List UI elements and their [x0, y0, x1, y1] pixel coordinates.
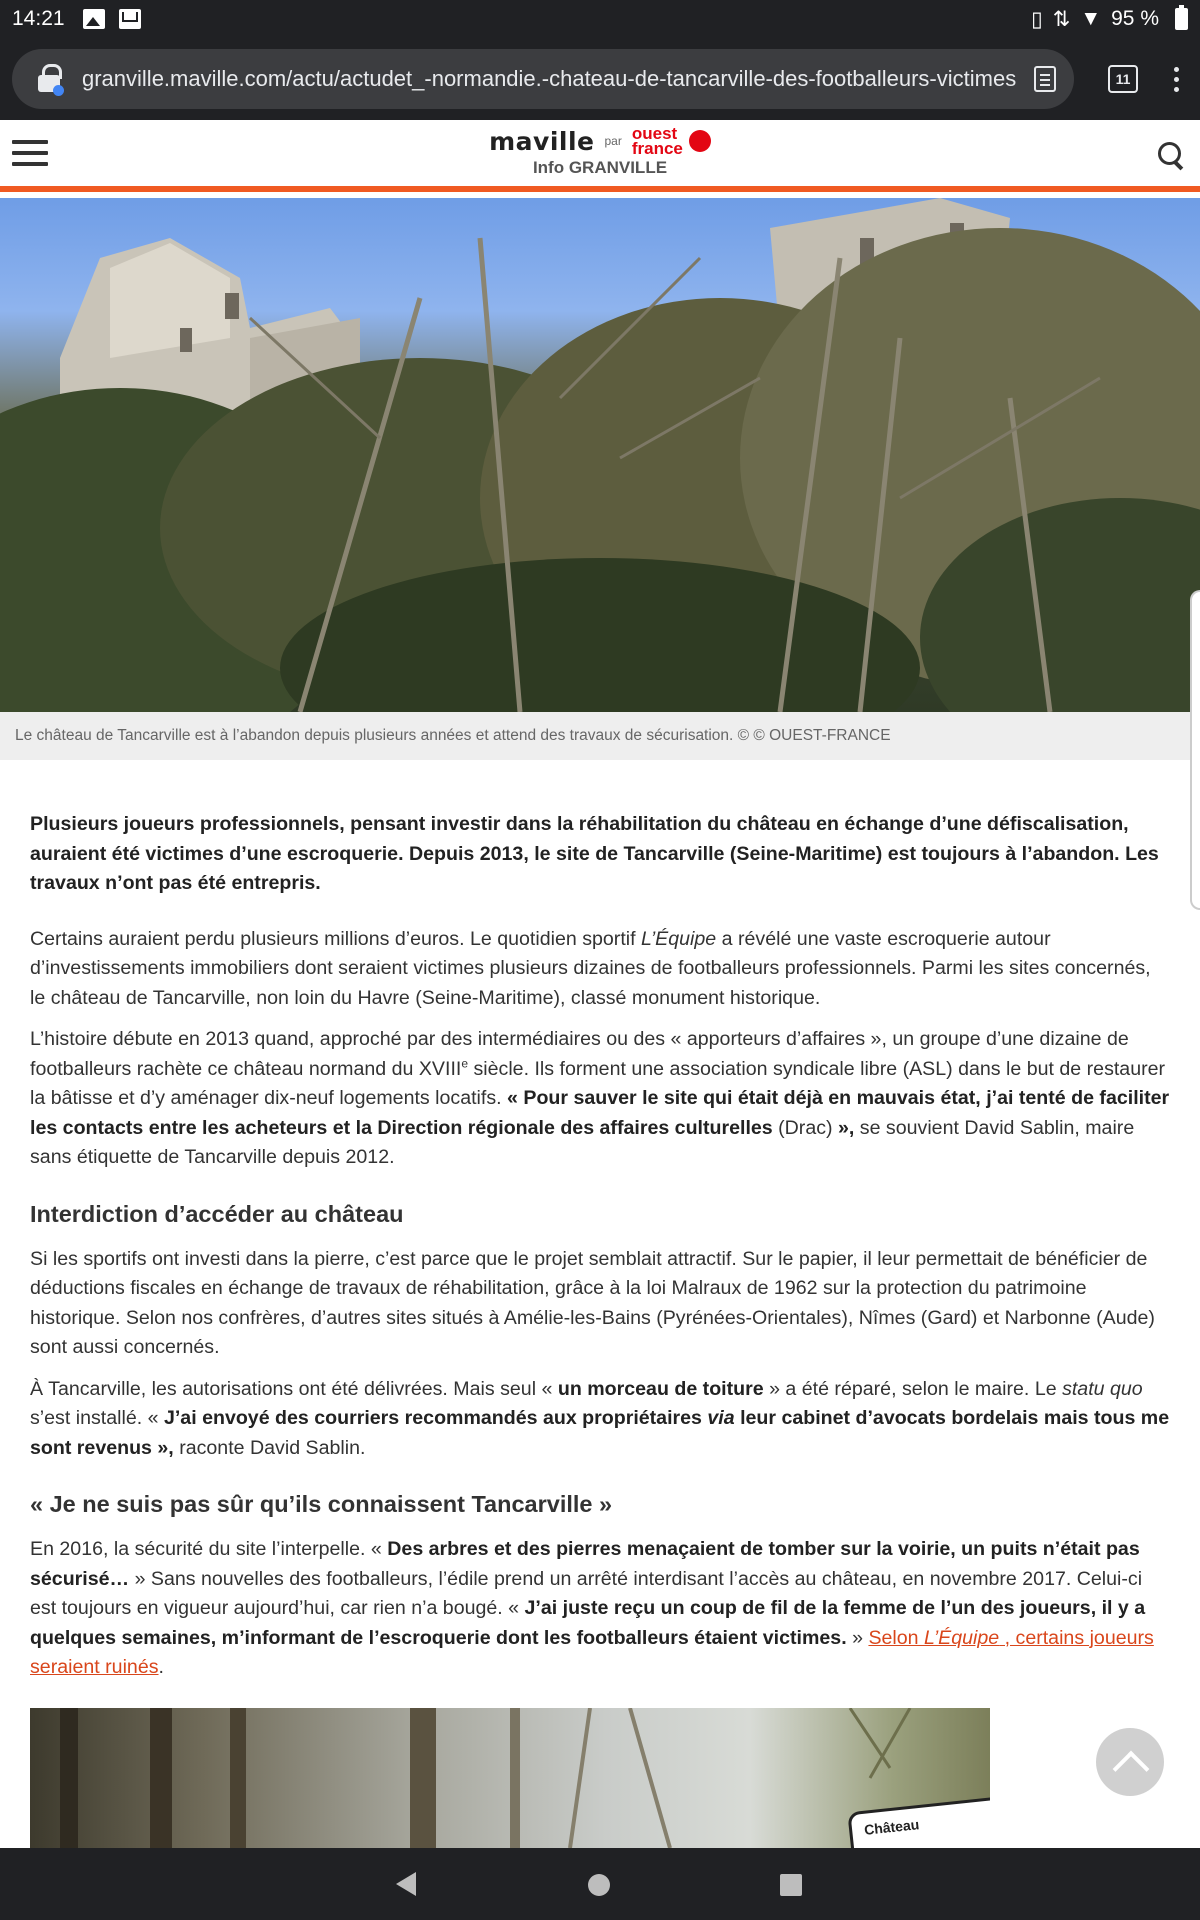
paragraph-2: L’histoire débute en 2013 quand, approché par des intermédiaires ou des « apporteurs d’affaires », un groupe d’une dizaine de footballeurs rachète ce château normand du XVIIIe siècle. Ils forment une association syndicale libre (ASL) dans le but de restaurer la bâtisse et d’y aménager dix-neuf logements locatifs. « Pour sauver le site qui était déjà en mauvais état, j’ai tenté de faciliter les contacts entre les acheteurs et la Direction régionale des affaires culturelles (Drac) », se souvient David Sablin, maire sans étiquette de Tancarville depuis 2012.: [30, 1028, 1170, 1168]
lock-icon[interactable]: [38, 68, 60, 90]
paragraph-5: En 2016, la sécurité du site l’interpelle. « Des arbres et des pierres menaçaient de tomber sur la voirie, un puits n’était pas sécurisé… » Sans nouvelles des footballeurs, l’édile prend un arrêté interdisant l’accès au château, en novembre 2017. Celui-ci est toujours en vigueur aujourd’hui, car rien n’a bougé. « J’ai juste reçu un coup de fil de la femme de l’un des joueurs, il y a quelques semaines, m’informant de l’escroquerie dont les footballeurs étaient victimes. » Selon L’Équipe , certains joueurs seraient ruinés.: [30, 1538, 1154, 1678]
browser-toolbar: [0, 38, 1200, 120]
subheading-1: Interdiction d’accéder au château: [30, 1200, 404, 1227]
data-arrows-icon: ⇅: [1052, 7, 1071, 31]
logo-par: par: [604, 134, 622, 148]
article-lead: Plusieurs joueurs professionnels, pensant investir dans la réhabilitation du château en échange d’une défiscalisation, auraient été victimes d’une escroquerie. Depuis 2013, le site de Tancarville (Seine-Maritime) est toujours à l’abandon. Les travaux n’ont pas été entrepris.: [30, 813, 1159, 894]
edition-label: Info GRANVILLE: [532, 158, 668, 177]
reader-mode-icon[interactable]: [1034, 66, 1056, 92]
battery-icon: [1175, 8, 1188, 30]
address-bar[interactable]: [12, 49, 1074, 109]
ouest-france-logo: ouest france: [631, 124, 683, 158]
url-text[interactable]: granville.maville.com/actu/actudet_-normandie.-chateau-de-tancarville-des-footballeurs-victimes: [82, 66, 1016, 91]
article-body: [30, 810, 1170, 1695]
chateau-photo: [0, 198, 1200, 712]
system-navigation-bar: [0, 1848, 1200, 1920]
subheading-2: « Je ne suis pas sûr qu’ils connaissent Tancarville »: [30, 1491, 613, 1517]
recent-apps-icon[interactable]: [780, 1874, 802, 1896]
tab-switcher-button[interactable]: 11: [1108, 65, 1138, 93]
battery-level: 95 %: [1111, 7, 1159, 30]
maville-logo: maville: [489, 126, 595, 156]
hero-caption: Le château de Tancarville est à l’abandon depuis plusieurs années et attend des travaux de sécurisation. © © OUEST-FRANCE: [0, 712, 1200, 760]
home-icon[interactable]: [588, 1874, 610, 1896]
status-icons: [1031, 7, 1188, 32]
back-icon[interactable]: [396, 1872, 416, 1896]
ouest-france-badge-icon: [689, 130, 711, 152]
clock: 14:21: [12, 7, 65, 30]
road-sign: Château: [847, 1796, 990, 1848]
search-icon[interactable]: [1158, 142, 1184, 168]
hero-image: [0, 198, 1200, 712]
gmail-notification-icon: [119, 9, 141, 29]
image-notification-icon: [83, 9, 105, 29]
site-logo[interactable]: [0, 126, 1200, 178]
second-article-photo: [30, 1708, 990, 1848]
site-info-dot-icon: [53, 85, 64, 96]
paragraph-1: Certains auraient perdu plusieurs millions d’euros. Le quotidien sportif L’Équipe a révélé une vaste escroquerie autour d’investissements immobiliers dont seraient victimes plusieurs dizaines de footballeurs professionnels. Parmi les sites concernés, le château de Tancarville, non loin du Havre (Seine-Maritime), classé monument historique.: [30, 927, 1151, 1009]
vibrate-icon: ▯: [1031, 7, 1043, 31]
site-header: [0, 120, 1200, 192]
paragraph-4: À Tancarville, les autorisations ont été délivrées. Mais seul « un morceau de toiture » a été réparé, selon le maire. Le statu quo s’est installé. « J’ai envoyé des courriers recommandés aux propriétaires via leur cabinet d’avocats bordelais mais tous me sont revenus », raconte David Sablin.: [30, 1377, 1170, 1459]
scroll-to-top-button[interactable]: [1096, 1728, 1164, 1796]
browser-menu-icon[interactable]: [1174, 67, 1179, 92]
forest-photo: [30, 1708, 990, 1848]
side-panel-handle[interactable]: [1190, 590, 1200, 910]
wifi-icon: ▼: [1080, 7, 1102, 30]
paragraph-3: Si les sportifs ont investi dans la pierre, c’est parce que le projet semblait attractif. Sur le papier, il leur permettait de bénéficier de déductions fiscales en échange de travaux de réhabilitation, grâce à la loi Malraux de 1962 sur la protection du patrimoine historique. Selon nos confrères, d’autres sites situés à Amélie-les-Bains (Pyrénées-Orientales), Nîmes (Gard) et Narbonne (Aude) sont aussi concernés.: [30, 1247, 1155, 1358]
status-bar: [0, 0, 1200, 38]
lequipe-link[interactable]: Selon L’Équipe , certains joueurs seraient ruinés: [30, 1626, 1154, 1678]
